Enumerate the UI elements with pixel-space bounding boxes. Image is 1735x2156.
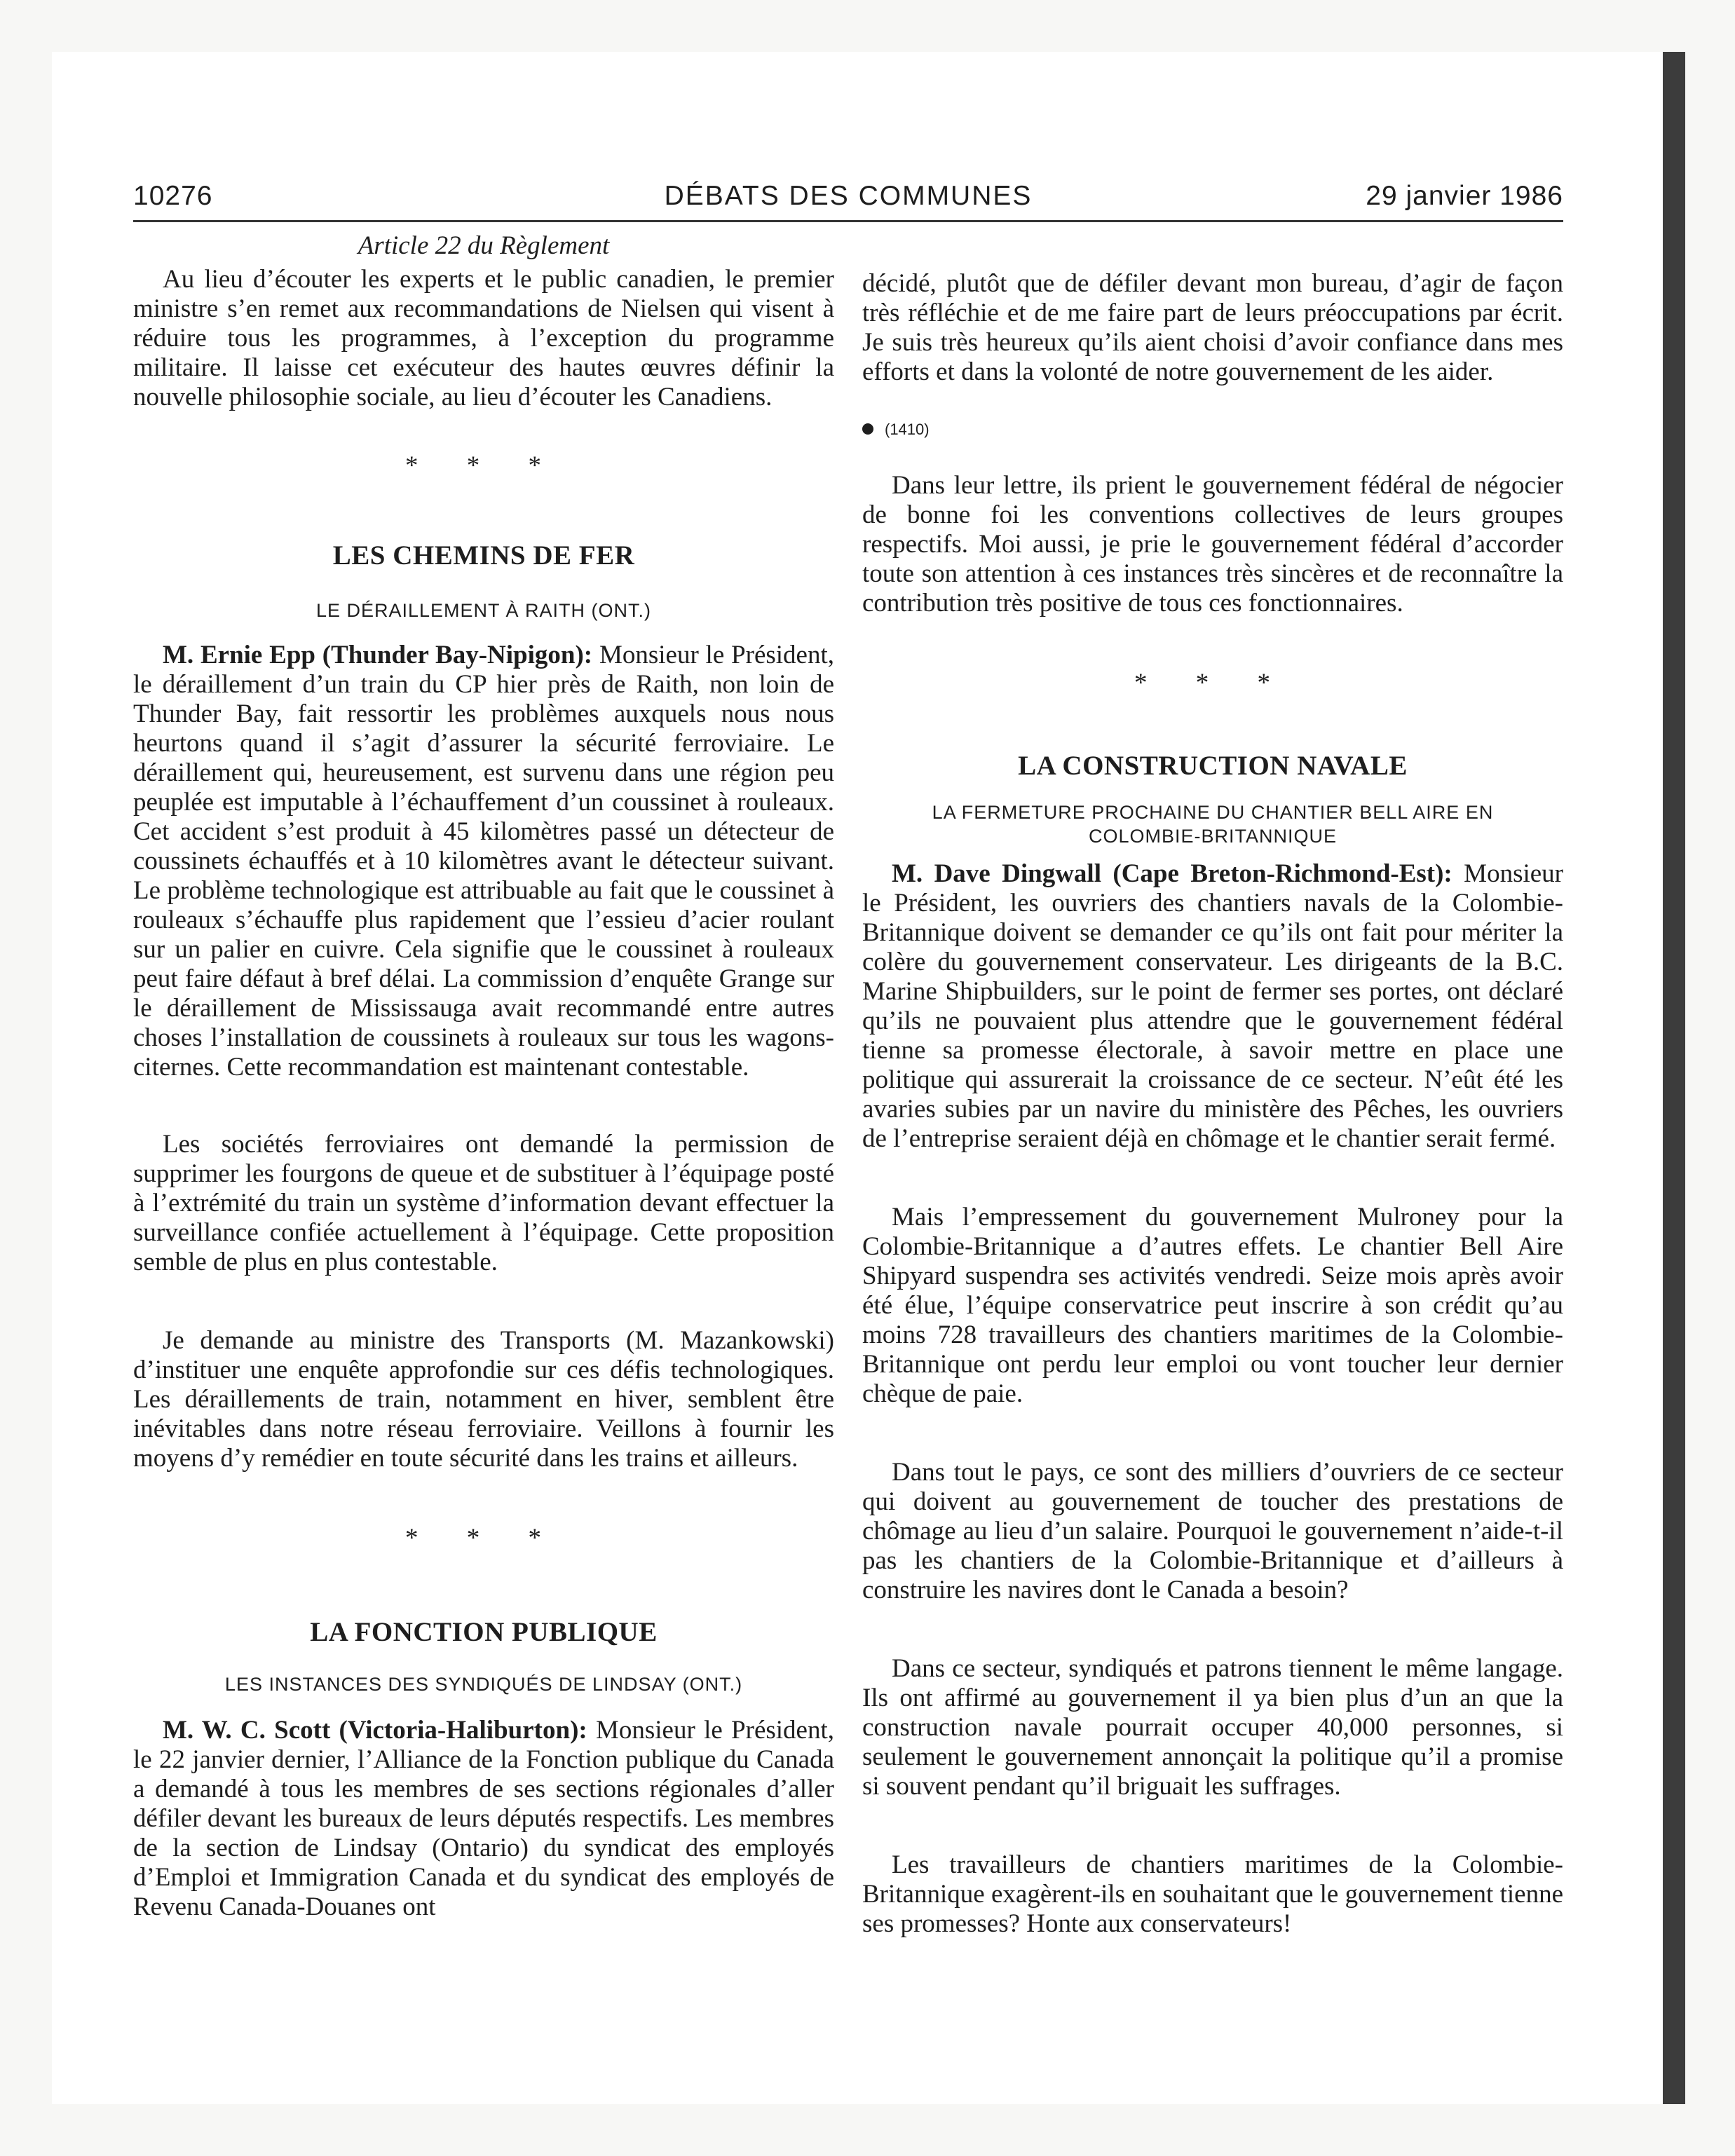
speech-paragraph [133, 641, 834, 1082]
section-separator: * * * [1134, 669, 1291, 697]
section-separator: * * * [405, 451, 562, 480]
section-subheading: LE DÉRAILLEMENT À RAITH (ONT.) [315, 600, 652, 621]
paragraph: Dans leur lettre, ils prient le gouvernement fédéral de négocier de bonne foi les conventions collectives de leurs groupes respectifs. Moi aussi, je prie le gouvernement fédéral d’accorder toute son attention à ces instances très sincères et de reconnaître la contribution très positive de tous ces fonctionnaires. [862, 471, 1563, 618]
paragraph: Au lieu d’écouter les experts et le public canadien, le premier ministre s’en remet aux recommandations de Nielsen qui visent à réduire tous les programmes, à l’exception du programme militaire. Il laisse cet exécuteur des hautes œuvres définir la nouvelle philosophie sociale, au lieu d’écouter les Canadiens. [133, 265, 834, 411]
section-heading: LA FONCTION PUBLIQUE [310, 1617, 658, 1647]
running-head [133, 178, 1563, 222]
paragraph: Je demande au ministre des Transports (M. Mazankowski) d’instituer une enquête approfondie sur ces défis technologiques. Les déraillements de train, notamment en hiver, semblent être inévitables dans notre réseau ferroviaire. Veillons à fournir les moyens d’y remédier en toute sécurité dans les trains et ailleurs. [133, 1326, 834, 1473]
bullet-dot-icon [862, 423, 873, 435]
paragraph: Dans tout le pays, ce sont des milliers d’ouvriers de ce secteur qui doivent au gouvernement de toucher des prestations de chômage au lieu d’un salaire. Pourquoi le gouvernement n’aide-t-il pas les chantiers de la Colombie-Britannique et d’ailleurs à construire les navires dont le Canada a besoin? [862, 1458, 1563, 1604]
right-column [862, 269, 1563, 1939]
paragraph: Mais l’empressement du gouvernement Mulroney pour la Colombie-Britannique a d’autres effets. Le chantier Bell Aire Shipyard suspendra ses activités vendredi. Seize mois après avoir été élue, l’équipe conservatrice peut inscrire à son crédit qu’au moins 728 travailleurs des chantiers maritimes de la Colombie-Britannique ont perdu leur emploi ou vont toucher leur dernier chèque de paie. [862, 1203, 1563, 1408]
time-marker [862, 412, 1563, 444]
speech-paragraph [862, 859, 1563, 1154]
time-marker-label: (1410) [885, 421, 930, 438]
section-heading: LES CHEMINS DE FER [332, 540, 635, 571]
speech-paragraph [133, 1716, 834, 1922]
section-subheading: LES INSTANCES DES SYNDIQUÉS DE LINDSAY (ONT.) [224, 1674, 743, 1695]
page-date: 29 janvier 1986 [1366, 181, 1563, 211]
section-heading: LA CONSTRUCTION NAVALE [1018, 751, 1408, 781]
rubric-title: Article 22 du Règlement [358, 231, 610, 260]
scan-edge-shadow [1663, 52, 1685, 2104]
speaker-name: M. Dave Dingwall (Cape Breton-Richmond-Est): [892, 859, 1452, 888]
paragraph: Les travailleurs de chantiers maritimes de la Colombie-Britannique exagèrent-ils en souhaitant que le gouvernement tienne ses promesses? Honte aux conservateurs! [862, 1850, 1563, 1938]
speaker-name: M. Ernie Epp (Thunder Bay-Nipigon): [163, 641, 593, 669]
paragraph: Dans ce secteur, syndiqués et patrons tiennent le même langage. Ils ont affirmé au gouvernement il ya bien plus d’un an que la construction navale pourrait occuper 40,000 personnes, si seulement le gouvernement annonçait la politique qu’il a promise si souvent pendant qu’il briguait les suffrages. [862, 1654, 1563, 1801]
journal-title: DÉBATS DES COMMUNES [664, 181, 1033, 211]
speech-text: Monsieur le Président, les ouvriers des chantiers navals de la Colombie-Britannique doivent se demander ce qu’ils ont fait pour mériter la colère du gouvernement conservateur. Les dirigeants de la B.C. Marine Shipbuilders, sur le point de fermer ses portes, ont déclaré qu’ils ne pouvaient plus attendre que le gouvernement fédéral tienne sa promesse électorale, à savoir mettre en place une politique qui assurerait la croissance de ce secteur. N’eût été les avaries subies par un navire du ministère des Pêches, les ouvriers de l’entreprise seraient déjà en chômage et le chantier serait fermé. [862, 859, 1563, 1153]
page-number: 10276 [133, 181, 213, 211]
section-subheading: LA FERMETURE PROCHAINE DU CHANTIER BELL AIRE EN COLOMBIE-BRITANNIQUE [932, 802, 1494, 847]
speaker-name: M. W. C. Scott (Victoria-Haliburton): [163, 1716, 587, 1745]
left-column [133, 231, 834, 1922]
speech-text: Monsieur le Président, le 22 janvier dernier, l’Alliance de la Fonction publique du Canada a demandé à tous les membres de ses sections régionales d’aller défiler devant les bureaux de leurs députés respectifs. Les membres de la section de Lindsay (Ontario) du syndicat des employés d’Emploi et Immigration Canada et du syndicat des employés de Revenu Canada-Douanes ont [133, 1716, 834, 1921]
speech-text: Monsieur le Président, le déraillement d’un train du CP hier près de Raith, non loin de Thunder Bay, fait ressortir les problèmes auxquels nous nous heurtons quand il s’agit d’assurer la sécurité ferroviaire. Le déraillement qui, heureusement, est survenu dans une région peu peuplée est imputable à l’échauffement d’un coussinet à rouleaux. Cet accident s’est produit à 45 kilomètres passé un détecteur de coussinets échauffés et à 10 kilomètres avant le détecteur suivant. Le problème technologique est attribuable au fait que le coussinet à rouleaux s’échauffe plus rapidement que l’essieu d’acier roulant sur un palier en cuivre. Cela signifie que le coussinet à rouleaux peut faire défaut à bref délai. La commission d’enquête Grange sur le déraillement de Mississauga avait recommandé entre autres choses l’installation de coussinets à rouleaux sur tous les wagons-citernes. Cette recommandation est maintenant contestable. [133, 641, 835, 1082]
paragraph: Les sociétés ferroviaires ont demandé la permission de supprimer les fourgons de queue et de substituer à l’équipage posté à l’extrémité du train un système d’information devant effectuer la surveillance confiée actuellement à l’équipage. Cette proposition semble de plus en plus contestable. [133, 1130, 834, 1276]
paragraph: décidé, plutôt que de défiler devant mon bureau, d’agir de façon très réfléchie et de me faire part de leurs préoccupations par écrit. Je suis très heureux qu’ils aient choisi d’avoir confiance dans mes efforts et dans la volonté de notre gouvernement de les aider. [862, 269, 1563, 386]
section-separator: * * * [405, 1524, 562, 1553]
